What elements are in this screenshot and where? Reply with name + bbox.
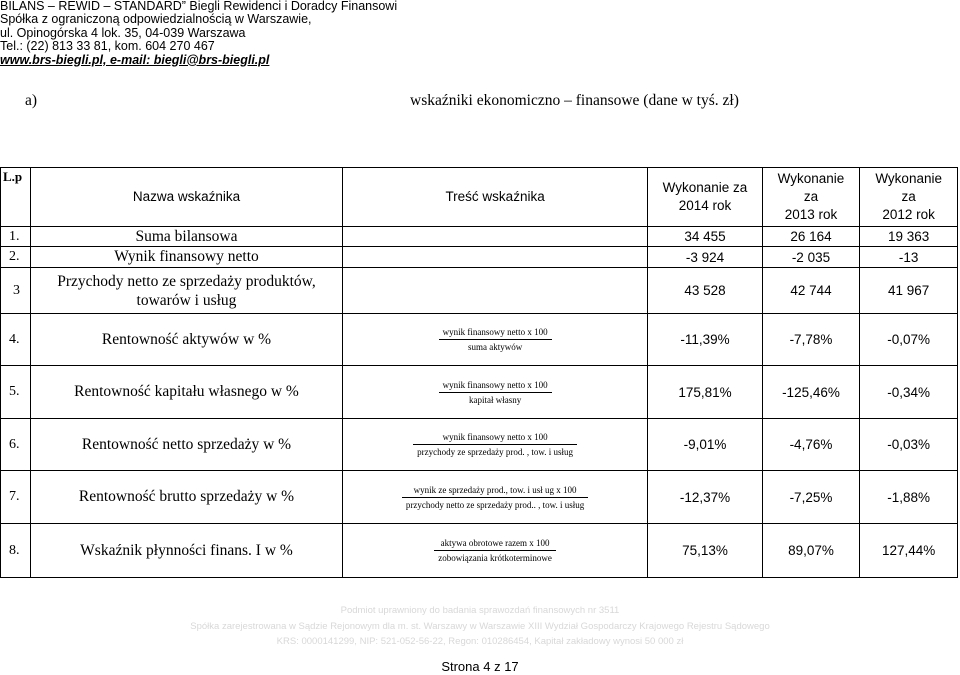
row-number: 5. <box>1 366 31 419</box>
header-name: Nazwa wskaźnika <box>31 168 343 227</box>
value-2013: 42 744 <box>762 268 860 314</box>
indicator-name: Rentowność netto sprzedaży w % <box>31 419 343 471</box>
header-2012-line3: 2012 rok <box>882 207 935 222</box>
value-2013: -125,46% <box>762 366 860 419</box>
table-row <box>1 247 958 268</box>
indicator-name: Rentowność aktywów w % <box>31 314 343 366</box>
indicator-name: Suma bilansowa <box>31 227 343 247</box>
formula-cell <box>342 524 647 578</box>
formula-cell <box>342 314 647 366</box>
formula-denominator: suma aktywów <box>439 339 552 352</box>
header-formula: Treść wskaźnika <box>342 168 647 227</box>
value-2013: -4,76% <box>762 419 860 471</box>
value-2012: -0,07% <box>860 314 958 366</box>
formula-cell <box>342 247 647 268</box>
value-2012: 127,44% <box>860 524 958 578</box>
indicator-name <box>31 268 343 314</box>
value-2012: 41 967 <box>860 268 958 314</box>
formula-denominator: kapitał własny <box>439 392 552 405</box>
table-row <box>1 366 958 419</box>
letterhead <box>0 0 400 67</box>
formula-cell <box>342 366 647 419</box>
table-row <box>1 227 958 247</box>
header-2013-line1: Wykonanie <box>777 171 845 186</box>
indicator-name-line1: Przychody netto ze sprzedaży produktów, <box>57 272 316 290</box>
formula-fraction <box>402 485 588 510</box>
company-legal-form: Spółka z ograniczoną odpowiedzialnością w Warszawie, <box>0 12 312 27</box>
table-header-row <box>1 168 958 227</box>
row-number: 1. <box>1 227 31 247</box>
page-total: 17 <box>504 659 519 674</box>
indicator-name: Wynik finansowy netto <box>31 247 343 268</box>
value-2014: -3 924 <box>648 247 762 268</box>
page-footer <box>0 603 960 650</box>
header-2013 <box>762 168 860 227</box>
header-2012 <box>860 168 958 227</box>
footer-court-line: Spółka zarejestrowana w Sądzie Rejonowym dla m. st. Warszawy w Warszawie XIII Wydział Gospodarczy Krajowego Rejestru Sądowego <box>190 620 770 632</box>
formula-cell <box>342 227 647 247</box>
formula-fraction <box>439 380 552 405</box>
header-2014-line2: 2014 rok <box>678 198 732 213</box>
footer-audit-line: Podmiot uprawniony do badania sprawozdań finansowych nr 3511 <box>340 605 620 616</box>
indicator-name: Rentowność brutto sprzedaży w % <box>31 471 343 524</box>
row-number: 3 <box>1 268 31 314</box>
value-2013: -7,25% <box>762 471 860 524</box>
header-2013-line3: 2013 rok <box>784 207 838 222</box>
formula-denominator: zobowiązania krótkoterminowe <box>434 550 556 563</box>
value-2014: -9,01% <box>648 419 762 471</box>
formula-cell <box>342 268 647 314</box>
header-2012-line1: Wykonanie <box>875 171 942 186</box>
value-2013: 89,07% <box>762 524 860 578</box>
formula-fraction <box>413 432 577 457</box>
value-2012: 19 363 <box>860 227 958 247</box>
value-2012: -0,03% <box>860 419 958 471</box>
formula-denominator: przychody ze sprzedaży prod. , tow. i usług <box>413 444 577 457</box>
row-number: 6. <box>1 419 31 471</box>
company-name: BILANS – REWID – STANDARD” Biegli Rewidenci i Doradcy Finansowi <box>0 0 398 13</box>
formula-numerator: wynik finansowy netto x 100 <box>442 432 548 442</box>
footer-registry-line: KRS: 0000141299, NIP: 521-052-56-22, Regon: 010286454, Kapitał zakładowy wynosi 50 000 zł <box>276 636 684 647</box>
page-current: 4 <box>483 659 491 674</box>
table-row <box>1 524 958 578</box>
header-lp: L.p <box>1 168 31 227</box>
company-phone: Tel.: (22) 813 33 81, kom. 604 270 467 <box>0 39 215 54</box>
company-address: ul. Opinogórska 4 lok. 35, 04-039 Warszawa <box>0 25 246 40</box>
value-2012: -1,88% <box>860 471 958 524</box>
formula-numerator: wynik finansowy netto x 100 <box>442 379 548 390</box>
table-row <box>1 419 958 471</box>
row-number: 8. <box>1 524 31 578</box>
formula-fraction <box>434 538 556 563</box>
value-2013: 26 164 <box>762 227 860 247</box>
indicators-table <box>0 167 958 578</box>
row-number: 2. <box>1 247 31 268</box>
indicator-name-line2: towarów i usług <box>136 291 237 309</box>
header-2012-line2: za <box>901 189 916 204</box>
formula-numerator: aktywa obrotowe razem x 100 <box>440 538 550 548</box>
section-letter: a) <box>25 92 38 109</box>
formula-denominator: przychody netto ze sprzedaży prod.. , tow. i usług <box>402 497 588 510</box>
page-number <box>0 659 960 674</box>
value-2012: -0,34% <box>860 366 958 419</box>
value-2014: 43 528 <box>648 268 762 314</box>
indicator-name: Rentowność kapitału własnego w % <box>31 366 343 419</box>
table-row <box>1 268 958 314</box>
value-2012: -13 <box>860 247 958 268</box>
value-2014: 175,81% <box>648 366 762 419</box>
section-heading <box>0 92 960 110</box>
company-web-link[interactable]: www.brs-biegli.pl, e-mail: biegli@brs-biegli.pl <box>0 52 270 67</box>
value-2014: -11,39% <box>648 314 762 366</box>
header-2014-line1: Wykonanie za <box>662 180 748 195</box>
value-2013: -2 035 <box>762 247 860 268</box>
header-2014 <box>648 168 762 227</box>
section-title: wskaźniki ekonomiczno – finansowe (dane w tyś. zł) <box>410 92 739 109</box>
table-row <box>1 471 958 524</box>
formula-fraction <box>439 327 552 352</box>
formula-numerator: wynik ze sprzedaży prod., tow. i usł ug x 100 <box>413 484 577 495</box>
value-2013: -7,78% <box>762 314 860 366</box>
page-separator: z <box>490 659 505 674</box>
formula-cell <box>342 471 647 524</box>
formula-numerator: wynik finansowy netto x 100 <box>442 327 548 337</box>
value-2014: 75,13% <box>648 524 762 578</box>
value-2014: 34 455 <box>648 227 762 247</box>
page-prefix: Strona <box>441 659 484 674</box>
header-2013-line2: za <box>803 189 819 204</box>
table-row <box>1 314 958 366</box>
row-number: 7. <box>1 471 31 524</box>
indicator-name: Wskaźnik płynności finans. I w % <box>31 524 343 578</box>
row-number: 4. <box>1 314 31 366</box>
formula-cell <box>342 419 647 471</box>
value-2014: -12,37% <box>648 471 762 524</box>
